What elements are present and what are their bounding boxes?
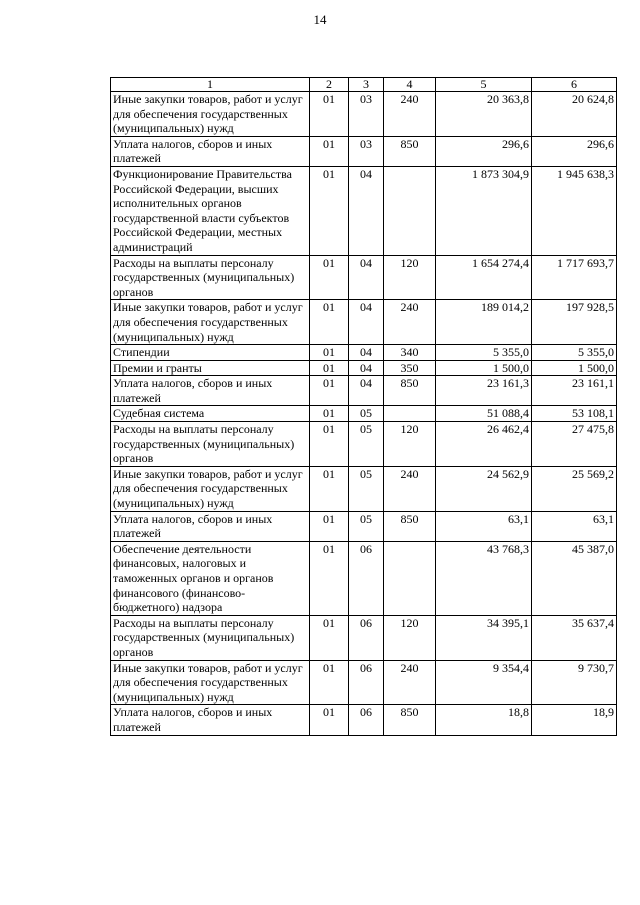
row-section-cell: 01	[310, 92, 349, 137]
row-name-cell: Иные закупки товаров, работ и услуг для обеспечения государственных (муниципальных) нужд	[111, 466, 310, 511]
header-cell: 2	[310, 78, 349, 92]
row-amount-year2-cell: 1 717 693,7	[532, 255, 617, 300]
row-amount-year1-cell: 9 354,4	[436, 660, 532, 705]
row-expense-type-cell: 120	[384, 615, 436, 660]
row-name-cell: Уплата налогов, сборов и иных платежей	[111, 511, 310, 541]
row-name-cell: Расходы на выплаты персоналу государственных (муниципальных) органов	[111, 255, 310, 300]
header-cell: 3	[349, 78, 384, 92]
row-name-cell: Иные закупки товаров, работ и услуг для обеспечения государственных (муниципальных) нужд	[111, 300, 310, 345]
row-amount-year1-cell: 1 873 304,9	[436, 166, 532, 255]
row-amount-year2-cell: 18,9	[532, 705, 617, 735]
row-amount-year1-cell: 5 355,0	[436, 345, 532, 361]
row-expense-type-cell: 340	[384, 345, 436, 361]
row-amount-year1-cell: 26 462,4	[436, 422, 532, 467]
row-subsection-cell: 03	[349, 92, 384, 137]
row-amount-year1-cell: 1 500,0	[436, 360, 532, 376]
row-section-cell: 01	[310, 660, 349, 705]
row-section-cell: 01	[310, 376, 349, 406]
table-row	[111, 422, 617, 467]
row-expense-type-cell: 120	[384, 422, 436, 467]
row-subsection-cell: 06	[349, 660, 384, 705]
table-row	[111, 92, 617, 137]
row-section-cell: 01	[310, 466, 349, 511]
header-cell: 4	[384, 78, 436, 92]
row-expense-type-cell	[384, 541, 436, 615]
row-name-cell: Функционирование Правительства Российской Федерации, высших исполнительных органов государственной власти субъектов Российской Федерации, местных администраций	[111, 166, 310, 255]
row-amount-year2-cell: 27 475,8	[532, 422, 617, 467]
row-amount-year1-cell: 63,1	[436, 511, 532, 541]
row-subsection-cell: 04	[349, 345, 384, 361]
table-row	[111, 360, 617, 376]
row-expense-type-cell: 240	[384, 660, 436, 705]
row-section-cell: 01	[310, 422, 349, 467]
row-subsection-cell: 05	[349, 466, 384, 511]
row-section-cell: 01	[310, 406, 349, 422]
row-name-cell: Уплата налогов, сборов и иных платежей	[111, 705, 310, 735]
row-section-cell: 01	[310, 345, 349, 361]
table-row	[111, 705, 617, 735]
table-row	[111, 136, 617, 166]
row-amount-year2-cell: 5 355,0	[532, 345, 617, 361]
row-subsection-cell: 03	[349, 136, 384, 166]
row-amount-year1-cell: 51 088,4	[436, 406, 532, 422]
row-subsection-cell: 06	[349, 541, 384, 615]
row-expense-type-cell: 850	[384, 136, 436, 166]
row-expense-type-cell: 850	[384, 376, 436, 406]
row-amount-year2-cell: 1 500,0	[532, 360, 617, 376]
row-subsection-cell: 04	[349, 300, 384, 345]
row-subsection-cell: 04	[349, 166, 384, 255]
row-subsection-cell: 05	[349, 511, 384, 541]
table-row	[111, 406, 617, 422]
row-section-cell: 01	[310, 136, 349, 166]
row-amount-year1-cell: 20 363,8	[436, 92, 532, 137]
row-subsection-cell: 04	[349, 255, 384, 300]
header-row	[111, 78, 617, 92]
row-section-cell: 01	[310, 255, 349, 300]
row-name-cell: Премии и гранты	[111, 360, 310, 376]
row-expense-type-cell: 120	[384, 255, 436, 300]
table-row	[111, 166, 617, 255]
row-name-cell: Уплата налогов, сборов и иных платежей	[111, 136, 310, 166]
row-expense-type-cell	[384, 166, 436, 255]
row-subsection-cell: 06	[349, 615, 384, 660]
row-amount-year2-cell: 53 108,1	[532, 406, 617, 422]
row-amount-year1-cell: 23 161,3	[436, 376, 532, 406]
row-subsection-cell: 05	[349, 422, 384, 467]
row-name-cell: Уплата налогов, сборов и иных платежей	[111, 376, 310, 406]
row-expense-type-cell	[384, 406, 436, 422]
row-amount-year2-cell: 23 161,1	[532, 376, 617, 406]
row-expense-type-cell: 240	[384, 300, 436, 345]
table-row	[111, 466, 617, 511]
page-number: 14	[313, 12, 327, 27]
row-amount-year1-cell: 296,6	[436, 136, 532, 166]
row-name-cell: Обеспечение деятельности финансовых, налоговых и таможенных органов и органов финансового (финансово-бюджетного) надзора	[111, 541, 310, 615]
row-subsection-cell: 04	[349, 360, 384, 376]
row-amount-year1-cell: 24 562,9	[436, 466, 532, 511]
row-section-cell: 01	[310, 705, 349, 735]
budget-table	[110, 77, 617, 736]
table-row	[111, 615, 617, 660]
row-expense-type-cell: 850	[384, 511, 436, 541]
row-name-cell: Судебная система	[111, 406, 310, 422]
table-row	[111, 511, 617, 541]
row-amount-year2-cell: 9 730,7	[532, 660, 617, 705]
row-expense-type-cell: 240	[384, 466, 436, 511]
row-amount-year2-cell: 20 624,8	[532, 92, 617, 137]
table-body	[111, 92, 617, 736]
row-amount-year2-cell: 35 637,4	[532, 615, 617, 660]
row-amount-year1-cell: 43 768,3	[436, 541, 532, 615]
row-section-cell: 01	[310, 615, 349, 660]
row-section-cell: 01	[310, 511, 349, 541]
table-row	[111, 376, 617, 406]
row-expense-type-cell: 850	[384, 705, 436, 735]
row-amount-year2-cell: 25 569,2	[532, 466, 617, 511]
table-row	[111, 660, 617, 705]
row-name-cell: Стипендии	[111, 345, 310, 361]
table-row	[111, 541, 617, 615]
row-amount-year2-cell: 63,1	[532, 511, 617, 541]
row-name-cell: Расходы на выплаты персоналу государственных (муниципальных) органов	[111, 615, 310, 660]
row-amount-year2-cell: 45 387,0	[532, 541, 617, 615]
row-subsection-cell: 04	[349, 376, 384, 406]
row-amount-year1-cell: 1 654 274,4	[436, 255, 532, 300]
row-subsection-cell: 06	[349, 705, 384, 735]
row-amount-year1-cell: 18,8	[436, 705, 532, 735]
row-name-cell: Иные закупки товаров, работ и услуг для обеспечения государственных (муниципальных) нужд	[111, 660, 310, 705]
row-amount-year2-cell: 1 945 638,3	[532, 166, 617, 255]
header-cell: 5	[436, 78, 532, 92]
row-section-cell: 01	[310, 166, 349, 255]
row-subsection-cell: 05	[349, 406, 384, 422]
header-cell: 6	[532, 78, 617, 92]
row-section-cell: 01	[310, 541, 349, 615]
row-amount-year2-cell: 296,6	[532, 136, 617, 166]
row-name-cell: Расходы на выплаты персоналу государственных (муниципальных) органов	[111, 422, 310, 467]
row-amount-year1-cell: 34 395,1	[436, 615, 532, 660]
table-row	[111, 300, 617, 345]
row-section-cell: 01	[310, 300, 349, 345]
header-cell: 1	[111, 78, 310, 92]
row-expense-type-cell: 240	[384, 92, 436, 137]
table-row	[111, 255, 617, 300]
table-row	[111, 345, 617, 361]
row-amount-year1-cell: 189 014,2	[436, 300, 532, 345]
row-section-cell: 01	[310, 360, 349, 376]
row-name-cell: Иные закупки товаров, работ и услуг для обеспечения государственных (муниципальных) нужд	[111, 92, 310, 137]
row-amount-year2-cell: 197 928,5	[532, 300, 617, 345]
row-expense-type-cell: 350	[384, 360, 436, 376]
